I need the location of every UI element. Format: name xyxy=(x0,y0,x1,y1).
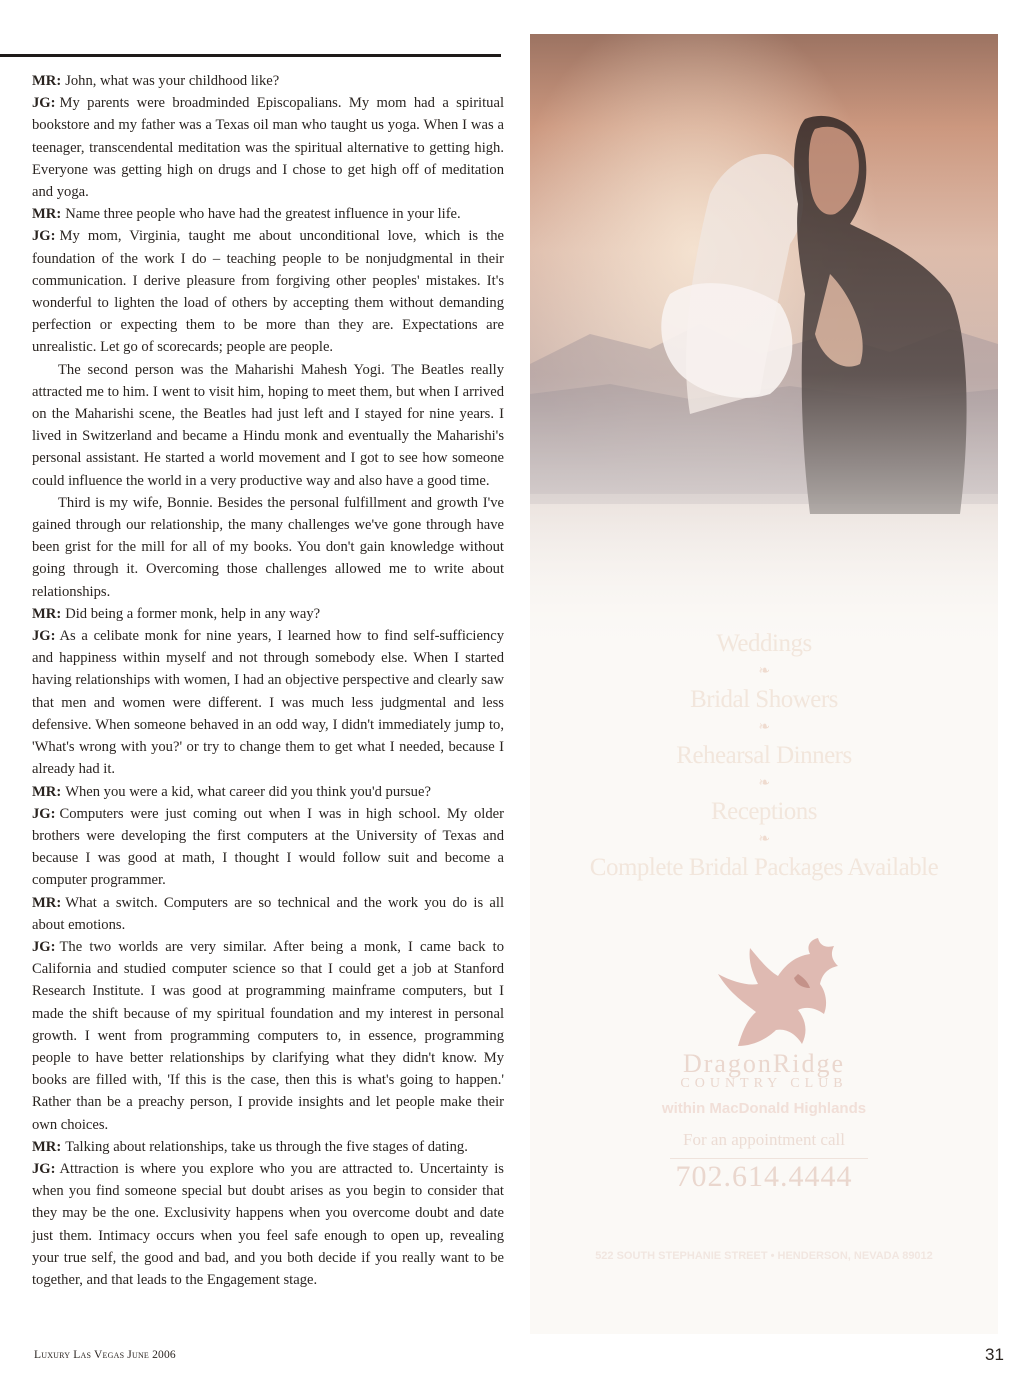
couple-photo xyxy=(530,34,998,654)
article-paragraph xyxy=(32,492,504,603)
speaker-label: JG: xyxy=(32,1160,56,1177)
paragraph-text: What a switch. Computers are so technical and the work you do is all about emotions. xyxy=(32,894,504,933)
paragraph-text: The two worlds are very similar. After being a monk, I came back to California and studied computer science so that I could get a job at Stanford Research Institute. I was good at programming mainframe computers, but I made the shift because of my spiritual foundation and my interest in personal growth. I went from programming computers to, in essence, programming people to have better relationships by clarifying what they didn't know. My books are filled with, 'If this is the case, then this is what's going to happen.' Rather than be a preachy person, I provide insights and let people make their own choices. xyxy=(32,938,504,1133)
paragraph-text: Did being a former monk, help in any way? xyxy=(65,605,321,622)
service-item: Rehearsal Dinners xyxy=(676,742,852,769)
speaker-label: JG: xyxy=(32,228,56,245)
article-paragraph xyxy=(32,1158,504,1291)
paragraph-text: My parents were broadminded Episcopalians. My mom had a spiritual bookstore and my father was a Texas oil man who taught us yoga. When I was a teenager, transcendental meditation was the spiritual alternative to getting high. Everyone was getting high on drugs and I chose to get high off of meditation and yoga. xyxy=(32,95,504,201)
phone-number: 702.614.4444 xyxy=(675,1160,853,1193)
speaker-label: JG: xyxy=(32,805,56,822)
paragraph-text: The second person was the Maharishi Mahesh Yogi. The Beatles really attracted me to him. I went to visit him, hoping to meet them, but when I arrived on the Maharishi scene, the Beatles had just left and I stayed for nine years. I lived in Switzerland and became a Hindu monk and eventually the Maharishi's personal assistant. He started a world movement and I got to see how someone could influence the world in a very productive way and also have a good time. xyxy=(32,361,504,489)
brand-name: DragonRidge xyxy=(682,1049,846,1078)
service-item: Weddings xyxy=(716,630,812,657)
service-item: Receptions xyxy=(710,798,818,825)
speaker-label: JG: xyxy=(32,95,56,112)
paragraph-text: Computers were just coming out when I was in high school. My older brothers were developing the first computers at the University of Texas and because I was good at math, I thought I would follow suit and become a computer programmer. xyxy=(32,805,504,889)
speaker-label: MR: xyxy=(32,783,62,800)
brand-subtitle: COUNTRY CLUB xyxy=(680,1076,848,1091)
ornament-icon: ❧ xyxy=(758,832,770,847)
article-paragraph xyxy=(32,359,504,492)
article-paragraph xyxy=(32,892,504,936)
article-paragraph xyxy=(32,70,504,92)
speaker-label: MR: xyxy=(32,605,62,622)
article-paragraph xyxy=(32,803,504,892)
ornament-icon: ❧ xyxy=(758,720,770,735)
article-paragraph xyxy=(32,781,504,803)
article-paragraph xyxy=(32,203,504,225)
ornament-icon: ❧ xyxy=(758,776,770,791)
page-number: 31 xyxy=(985,1345,1004,1364)
service-item: Complete Bridal Packages Available xyxy=(589,854,939,881)
top-rule xyxy=(0,54,501,57)
paragraph-text: Attraction is where you explore who you are attracted to. Uncertainty is when you find someone special but doubt arises as you begin to consider that they may be the one. Exclusivity happens when you overcome doubt and date just them. Intimacy occurs when you feel safe enough to open up, revealing your true self, the good and bad, and you both decide if you really want to be together, and that leads to the Engagement stage. xyxy=(32,1160,504,1288)
service-item: Bridal Showers xyxy=(690,686,838,713)
paragraph-text: John, what was your childhood like? xyxy=(65,73,280,89)
dragonridge-advertisement xyxy=(530,34,998,1334)
brand-location: within MacDonald Highlands xyxy=(661,1100,867,1117)
article-paragraph xyxy=(32,936,504,1136)
paragraph-text: Talking about relationships, take us through the five stages of dating. xyxy=(65,1138,468,1155)
speaker-label: JG: xyxy=(32,938,56,955)
article-paragraph xyxy=(32,92,504,203)
paragraph-text: Name three people who have had the greatest influence in your life. xyxy=(65,206,461,223)
article-paragraph xyxy=(32,1136,504,1158)
address: 522 SOUTH STEPHANIE STREET • HENDERSON, NEVADA 89012 xyxy=(595,1250,933,1262)
publication-footer: Luxury Las Vegas June 2006 xyxy=(34,1349,176,1361)
speaker-label: JG: xyxy=(32,628,56,645)
paragraph-text: My mom, Virginia, taught me about unconditional love, which is the foundation of the work I do – teaching people to be nonjudgmental in their communication. I derive pleasure from forgiving other peoples' mistakes. It's wonderful to lighten the load of others by accepting them without demanding perfection or expecting them to be more than they are. Expectations are unrealistic. Let go of scorecards; people are people. xyxy=(32,228,504,356)
appointment-text: For an appointment call xyxy=(683,1130,845,1149)
paragraph-text: Third is my wife, Bonnie. Besides the personal fulfillment and growth I've gained through our relationship, the many challenges we've gone through have been grist for the mill for all of my books. You don't gain knowledge without going through it. Overcoming those challenges allowed me to write about relationships. xyxy=(32,494,504,600)
ornament-icon: ❧ xyxy=(758,664,770,679)
paragraph-text: When you were a kid, what career did you think you'd pursue? xyxy=(65,783,431,800)
article-paragraph xyxy=(32,625,504,780)
ad-services-list xyxy=(530,630,998,882)
interview-article xyxy=(32,70,504,1291)
ad-divider xyxy=(670,1158,868,1159)
article-paragraph xyxy=(32,225,504,358)
dragon-logo-icon xyxy=(698,934,848,1052)
paragraph-text: As a celibate monk for nine years, I learned how to find self-sufficiency and happiness within myself and not through somebody else. When I started having relationships with women, I had an objective perspective and clearly saw that men and women were different. I was much less judgmental and less defensive. When someone behaved in an odd way, I didn't immediately jump to, 'What's wrong with you?' or try to change them to get what I needed, because I already had it. xyxy=(32,628,504,778)
article-paragraph xyxy=(32,603,504,625)
speaker-label: MR: xyxy=(32,73,62,89)
speaker-label: MR: xyxy=(32,894,62,911)
speaker-label: MR: xyxy=(32,206,62,223)
speaker-label: MR: xyxy=(32,1138,62,1155)
